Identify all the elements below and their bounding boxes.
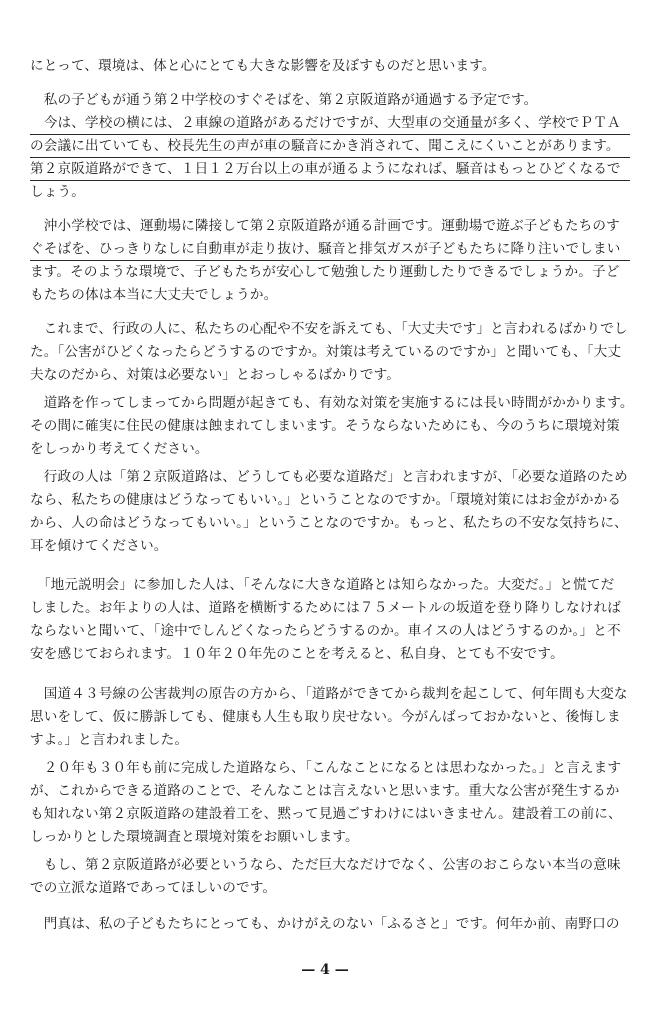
underlined-text-line: 第２京阪道路ができて、１日１２万台以上の車が通るようになれば、騒音はもっとひどくなるで [30,159,630,181]
text-line: ます。そのような環境で、子どもたちが安心して勉強したり運動したりできるでしょうか。子ど [30,264,620,280]
text-line: これまで、行政の人に、私たちの心配や不安を訴えても、「大丈夫です」と言われるばかりでし [30,321,628,337]
text-line: 行政の人は「第２京阪道路は、どうしても必要な道路だ」と言われますが、「必要な道路のため [30,469,628,485]
text-line: 道路を作ってしまってから問題が起きても、有効な対策を実施するには長い時間がかかります。 [30,395,634,411]
text-line: での立派な道路であってほしいのです。 [30,880,277,896]
text-line: 思いをして、仮に勝訴しても、健康も人生も取り戻せない。今がんばっておかないと、後悔しま [30,709,621,725]
text-line: もたちの体は本当に大丈夫でしょうか。 [30,287,278,303]
underlined-text-line: 今は、学校の横には、２車線の道路があるだけですが、大型車の交通量が多く、学校でＰＴＡ [30,113,630,135]
text-line: た。「公害がひどくなったらどうするのですか。対策は考えているのですか」と聞いても、「大丈 [30,344,622,360]
text-line: 「地元説明会」に参加した人は、「そんなに大きな道路とは知らなかった。大変だ。」と慌てだ [30,577,615,593]
page-number: — 4 — [301,962,349,978]
text-line: ならないと聞いて、「途中でしんどくなったらどうするのか。車イスの人はどうするのか。」と不 [30,623,621,639]
text-line: 安を感じておられます。１０年２０年先のことを考えると、私自身、とても不安です。 [30,646,564,662]
text-line: も知れない第２京阪道路の建設着工を、黙って見過ごすわけにはいきません。建設着工の前に、 [30,806,622,822]
text-line: 門真は、私の子どもたちにとっても、かけがえのない「ふるさと」です。何年か前、南野口の [30,916,620,932]
text-line: 夫なのだから、対策は必要ない」とおっしゃるばかりです。 [30,367,400,383]
text-line: しっかりとした環境調査と環境対策をお願いします。 [30,829,359,845]
text-line: しました。お年よりの人は、道路を横断するためには７５メートルの坂道を登り降りしなければ [30,600,621,616]
text-line: 沖小学校では、運動場に隣接して第２京阪道路が通る計画です。運動場で遊ぶ子どもたちのす [30,218,620,234]
text-line: から、人の命はどうなってもいい。」ということなのですか。もっと、私たちの不安な気持ちに、 [30,515,628,531]
text-line: が、これからできる道路のことで、そんなことは言えないと思います。重大な公害が発生するか [30,783,620,799]
text-line: 耳を傾けてください。 [30,538,168,554]
text-line: をしっかり考えてください。 [30,441,209,457]
text-line: ２０年も３０年も前に完成した道路なら、「こんなことになるとは思わなかった。」と言えます [30,760,622,776]
text-line: すよ。」と言われました。 [30,732,189,748]
text-line: 私の子どもが通う第２中学校のすぐそばを、第２京阪道路が通過する予定です。 [30,92,538,108]
text-line: にとって、環境は、体と心にとても大きな影響を及ぼすものだと思います。 [30,58,496,74]
text-line: その間に確実に住民の健康は蝕まれてしまいます。そうならないためにも、今のうちに環境対策 [30,418,620,434]
underlined-text-line: ぐそばを、ひっきりなしに自動車が走り抜け、騒音と排気ガスが子どもたちに降り注いでしまい [30,239,630,261]
text-line: しょう。 [30,184,85,200]
underlined-text-line: の会議に出ていても、校長先生の声が車の騒音にかき消されて、聞こえにくいことがあります。 [30,136,630,158]
text-line: 国道４３号線の公害裁判の原告の方から、「道路ができてから裁判を起こして、何年間も大変な [30,686,628,702]
text-line: もし、第２京阪道路が必要というなら、ただ巨大なだけでなく、公害のおこらない本当の意味 [30,857,621,873]
text-line: なら、私たちの健康はどうなってもいい。」ということなのですか。「環境対策にはお金がかかる [30,492,622,508]
